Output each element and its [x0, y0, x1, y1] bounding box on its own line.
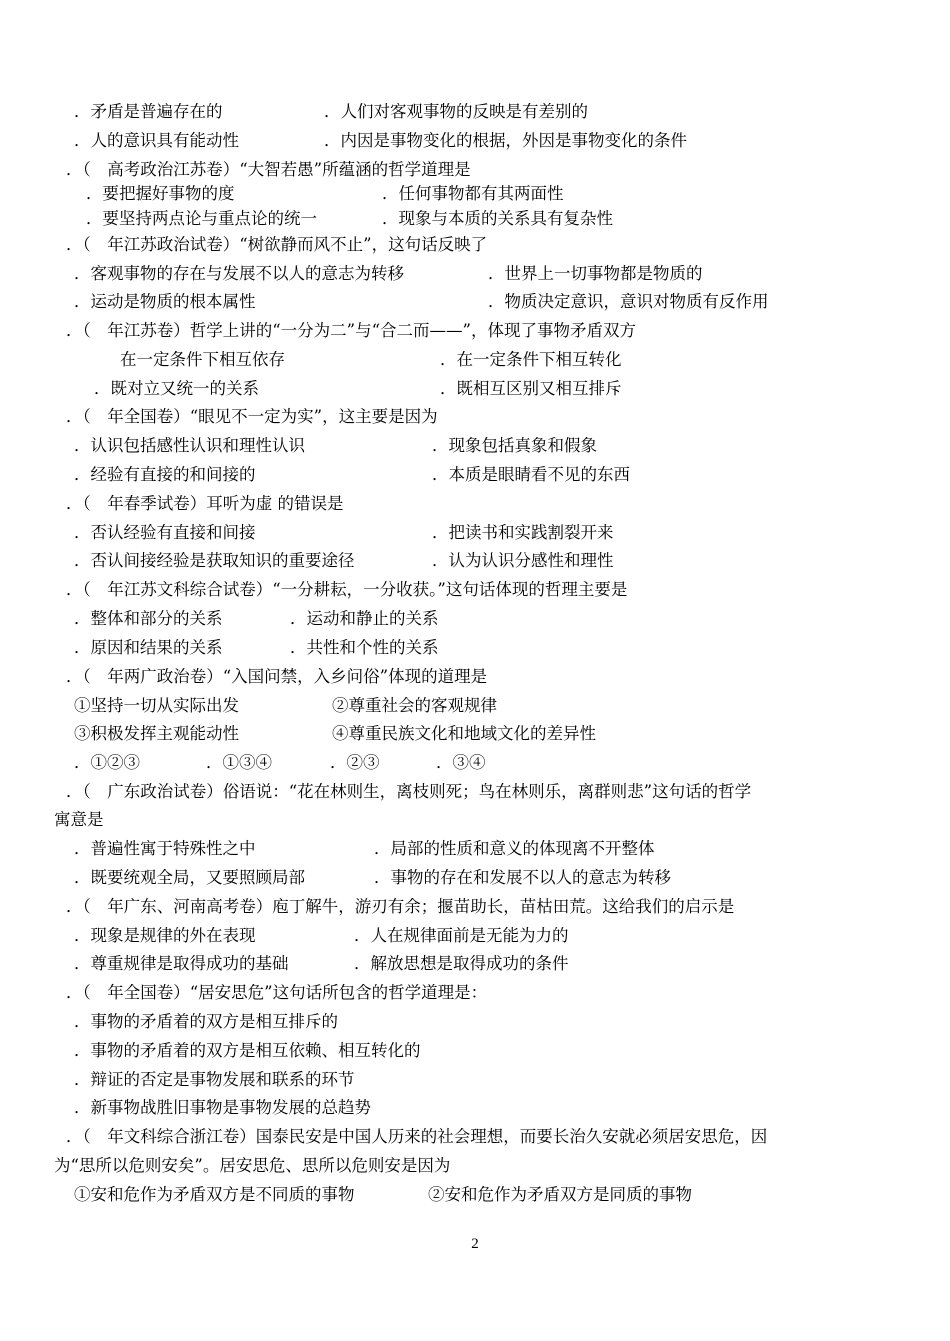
option-text: ．世界上一切事物都是物质的	[488, 264, 703, 283]
question-text: 为“思所以危则安矣”。居安思危、思所以危则安是因为	[54, 1156, 451, 1175]
option-text: ．人在规律面前是无能为力的	[354, 926, 569, 945]
option-text: ．整体和部分的关系	[74, 609, 223, 628]
option-text: ．否认间接经验是获取知识的重要途径	[74, 551, 355, 570]
option-text: ．既相互区别又相互排斥	[440, 379, 622, 398]
option-text: ．③④	[436, 753, 486, 772]
option-text: ．认识包括感性认识和理性认识	[74, 436, 305, 455]
question-text: ．（ 年江苏政治试卷）“树欲静而风不止”，这句话反映了	[66, 235, 488, 254]
option-text: ．人们对客观事物的反映是有差别的	[324, 102, 588, 121]
option-text: ．运动和静止的关系	[290, 609, 439, 628]
question-text: ．（ 广东政治试卷）俗语说：“花在林则生，离枝则死；鸟在林则乐，离群则悲”这句话的哲学	[66, 782, 752, 801]
option-text: ．既对立又统一的关系	[94, 379, 259, 398]
option-text: ．物质决定意识，意识对物质有反作用	[488, 292, 769, 311]
statement-text: ①坚持一切从实际出发	[74, 696, 239, 715]
question-text: ．（ 年全国卷）“居安思危”这句话所包含的哲学道理是：	[66, 983, 488, 1002]
question-text: ．（ 年文科综合浙江卷）国泰民安是中国人历来的社会理想，而要长治久安就必须居安思危，因	[66, 1127, 768, 1146]
question-text: ．（ 年江苏卷）哲学上讲的“一分为二”与“合二而——”，体现了事物矛盾双方	[66, 321, 636, 340]
option-text: ．本质是眼睛看不见的东西	[432, 465, 630, 484]
option-text: ．任何事物都有其两面性	[382, 184, 564, 203]
statement-text: ②尊重社会的客观规律	[332, 696, 497, 715]
option-text: ．普遍性寓于特殊性之中	[74, 839, 256, 858]
option-text: ．解放思想是取得成功的条件	[354, 954, 569, 973]
option-text: ．要把握好事物的度	[86, 184, 235, 203]
option-text: ．把读书和实践割裂开来	[432, 523, 614, 542]
option-text: ．运动是物质的根本属性	[74, 292, 256, 311]
question-text: ．（ 年江苏文科综合试卷）“一分耕耘，一分收获。”这句话体现的哲理主要是	[66, 580, 628, 599]
option-text: ．既要统观全局，又要照顾局部	[74, 868, 305, 887]
option-text: ．现象与本质的关系具有复杂性	[382, 209, 613, 228]
page-number: 2	[471, 1236, 479, 1252]
statement-text: ③积极发挥主观能动性	[74, 724, 239, 743]
option-text: ．内因是事物变化的根据，外因是事物变化的条件	[324, 131, 687, 150]
option-text: ．现象包括真象和假象	[432, 436, 597, 455]
option-text: ．事物的矛盾着的双方是相互依赖、相互转化的	[74, 1041, 421, 1060]
option-text: ．事物的矛盾着的双方是相互排斥的	[74, 1012, 338, 1031]
option-text: ．局部的性质和意义的体现离不开整体	[374, 839, 655, 858]
option-text: ．事物的存在和发展不以人的意志为转移	[374, 868, 671, 887]
question-text: ．（ 年春季试卷）耳听为虚 的错误是	[66, 494, 344, 513]
option-text: ．否认经验有直接和间接	[74, 523, 256, 542]
statement-text: ②安和危作为矛盾双方是同质的事物	[428, 1185, 692, 1204]
option-text: ．共性和个性的关系	[290, 638, 439, 657]
option-text: ．②③	[330, 753, 380, 772]
option-text: 在一定条件下相互依存	[120, 350, 285, 369]
statement-text: ④尊重民族文化和地域文化的差异性	[332, 724, 596, 743]
question-text: 寓意是	[54, 810, 104, 829]
option-text: ．①②③	[74, 753, 140, 772]
question-text: ．（ 年广东、河南高考卷）庖丁解牛，游刃有余；揠苗助长，苗枯田荒。这给我们的启示是	[66, 897, 735, 916]
question-text: ．（ 高考政治江苏卷）“大智若愚”所蕴涵的哲学道理是	[66, 160, 471, 179]
option-text: ．辩证的否定是事物发展和联系的环节	[74, 1070, 355, 1089]
option-text: ．尊重规律是取得成功的基础	[74, 954, 289, 973]
option-text: ．认为认识分感性和理性	[432, 551, 614, 570]
question-text: ．（ 年两广政治卷）“入国问禁，入乡问俗”体现的道理是	[66, 667, 488, 686]
option-text: ．人的意识具有能动性	[74, 131, 239, 150]
option-text: ．客观事物的存在与发展不以人的意志为转移	[74, 264, 404, 283]
option-text: ．矛盾是普遍存在的	[74, 102, 223, 121]
option-text: ．①③④	[206, 753, 272, 772]
option-text: ．在一定条件下相互转化	[440, 350, 622, 369]
option-text: ．原因和结果的关系	[74, 638, 223, 657]
statement-text: ①安和危作为矛盾双方是不同质的事物	[74, 1185, 355, 1204]
option-text: ．新事物战胜旧事物是事物发展的总趋势	[74, 1098, 371, 1117]
option-text: ．现象是规律的外在表现	[74, 926, 256, 945]
option-text: ．经验有直接的和间接的	[74, 465, 256, 484]
question-text: ．（ 年全国卷）“眼见不一定为实”，这主要是因为	[66, 407, 438, 426]
option-text: ．要坚持两点论与重点论的统一	[86, 209, 317, 228]
